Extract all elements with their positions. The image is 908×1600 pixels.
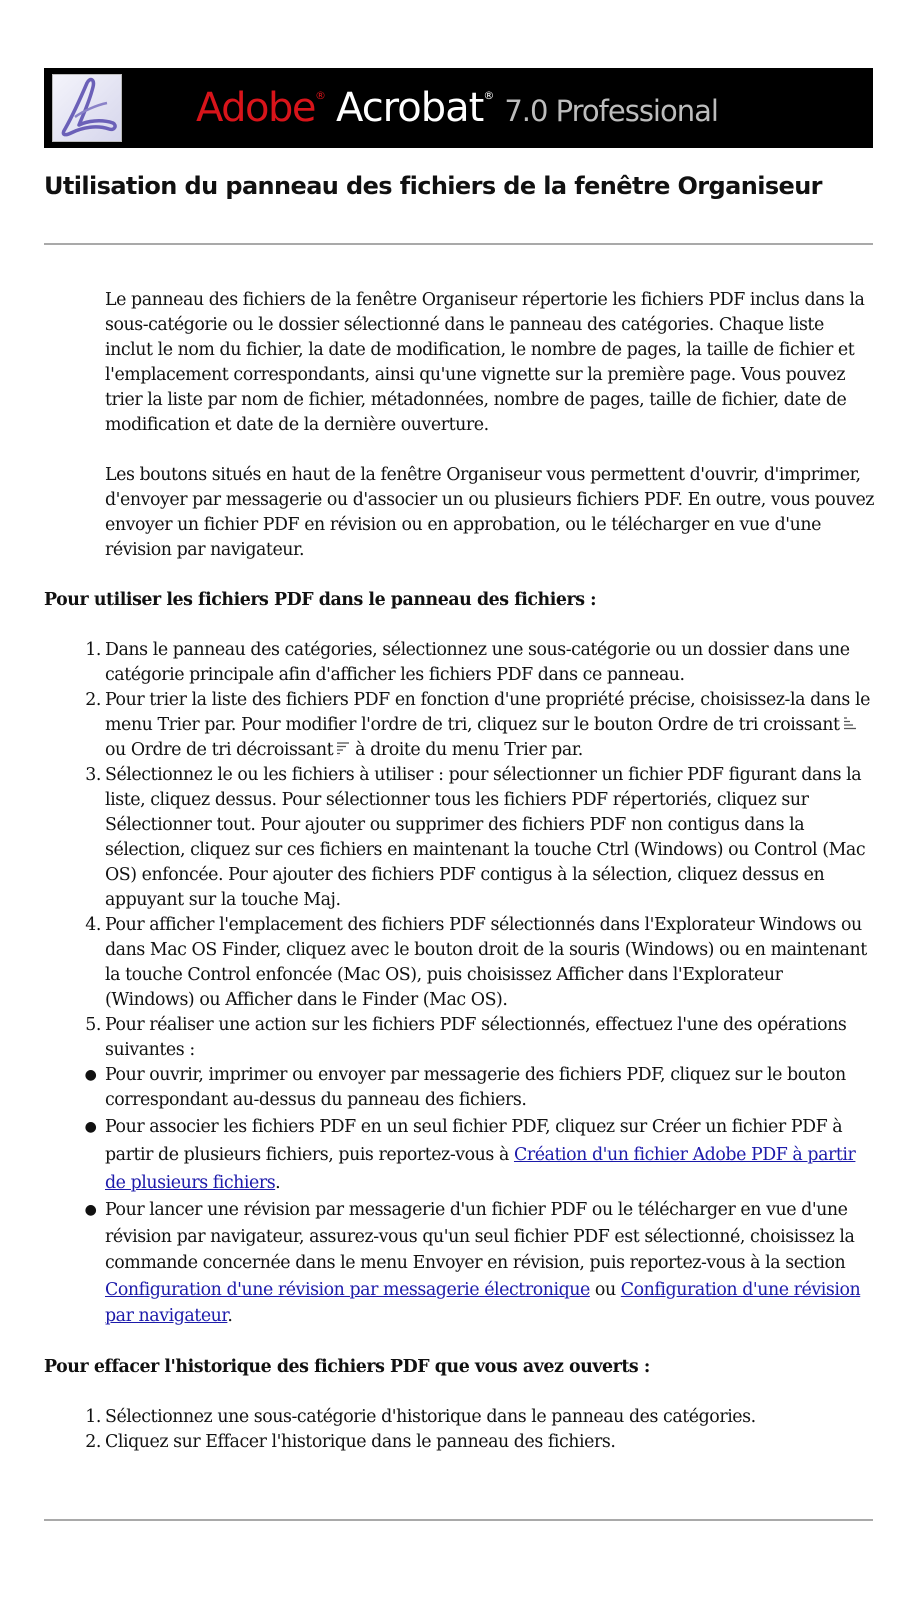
bullet-item: ● Pour ouvrir, imprimer ou envoyer par messagerie des fichiers PDF, cliquez sur le bouton correspondant au-dessus du panneau des fichiers. xyxy=(44,1063,874,1113)
list-item: 1. Dans le panneau des catégories, sélectionnez une sous-catégorie ou un dossier dans une catégorie principale afin d'afficher les fichiers PDF dans ce panneau. xyxy=(85,640,850,685)
brand-edition: 7.0 Professional xyxy=(504,94,718,128)
link-create-pdf-from-multiple-files[interactable]: Création d'un fichier Adobe PDF à partir de plusieurs fichiers xyxy=(105,1145,856,1193)
link-browser-review-setup[interactable]: Configuration d'une révision par navigateur xyxy=(105,1279,861,1326)
sort-ascending-icon xyxy=(843,715,858,731)
bullet-item: ● Pour associer les fichiers PDF en un seul fichier PDF, cliquez sur Créer un fichier PDF à partir de plusieurs fichiers, puis reportez-vous à Création d'un fichier Adobe PDF à partir de plusieurs fichiers. xyxy=(44,1113,874,1197)
bullet-icon: ● xyxy=(84,1202,97,1218)
registered-mark: ® xyxy=(315,89,327,102)
intro-paragraph: Les boutons situés en haut de la fenêtre Organiseur vous permettent d'ouvrir, d'imprimer, d'envoyer par messagerie ou d'associer un ou plusieurs fichiers PDF. En outre, vous pouvez envoyer un fichier PDF en révision ou en approbation, ou le télécharger en vue d'une révision par navigateur. xyxy=(105,465,875,560)
intro-paragraph: Le panneau des fichiers de la fenêtre Organiseur répertorie les fichiers PDF inclus dans la sous-catégorie ou le dossier sélectionné dans le panneau des catégories. Chaque liste inclut le nom du fichier, la date de modification, le nombre de pages, la taille de fichier et l'emplacement correspondants, ainsi qu'une vignette sur la première page. Vous pouvez trier la liste par nom de fichier, métadonnées, nombre de pages, taille de fichier, date de modification et date de la dernière ouverture. xyxy=(105,290,865,435)
list-item: 4. Pour afficher l'emplacement des fichiers PDF sélectionnés dans l'Explorateur Windows ou dans Mac OS Finder, cliquez avec le bouton droit de la souris (Windows) ou en maintenant la touche Control enfoncée (Mac OS), puis choisissez Afficher dans l'Explorateur (Windows) ou Afficher dans le Finder (Mac OS). xyxy=(85,915,867,1010)
steps-list xyxy=(44,638,874,1330)
list-item: 2. Pour trier la liste des fichiers PDF en fonction d'une propriété précise, choisissez-la dans le menu Trier par. Pour modifier l'ordre de tri, cliquez sur le bouton Ordre de tri croissantou Ordre de tri décroissant à droite du menu Trier par. xyxy=(85,690,870,760)
page-title: Utilisation du panneau des fichiers de la fenêtre Organiseur xyxy=(44,172,822,200)
link-email-review-setup[interactable]: Configuration d'une révision par messagerie électronique xyxy=(105,1279,590,1300)
brand-adobe: Adobe xyxy=(196,85,316,131)
product-name xyxy=(196,76,718,140)
bullet-item: ● Pour lancer une révision par messagerie d'un fichier PDF ou le télécharger en vue d'une révision par navigateur, assurez-vous qu'un seul fichier PDF est sélectionné, choisissez la commande concernée dans le menu Envoyer en révision, puis reportez-vous à la section Configuration d'une révision par messagerie électronique ou Configuration d'une révision par navigateur. xyxy=(44,1197,874,1330)
registered-mark: ® xyxy=(483,89,495,102)
acrobat-logo-icon xyxy=(52,74,122,142)
list-item: 1. Sélectionnez une sous-catégorie d'historique dans le panneau des catégories. xyxy=(85,1406,756,1427)
brand-acrobat: Acrobat xyxy=(336,85,484,131)
list-item: 5. Pour réaliser une action sur les fichiers PDF sélectionnés, effectuez l'une des opérations suivantes : xyxy=(85,1015,847,1060)
sort-descending-icon xyxy=(336,740,351,756)
bullet-icon: ● xyxy=(84,1067,97,1083)
procedure-heading: Pour utiliser les fichiers PDF dans le panneau des fichiers : xyxy=(44,590,597,610)
article-body xyxy=(44,288,874,1455)
steps-list xyxy=(44,1405,874,1455)
bullet-icon: ● xyxy=(84,1119,97,1135)
divider xyxy=(44,1519,873,1521)
product-banner xyxy=(44,68,873,148)
list-item: 3. Sélectionnez le ou les fichiers à utiliser : pour sélectionner un fichier PDF figurant dans la liste, cliquez dessus. Pour sélectionner tous les fichiers PDF répertoriés, cliquez sur Sélectionner tout. Pour ajouter ou supprimer des fichiers PDF non contigus dans la sélection, cliquez sur ces fichiers en maintenant la touche Ctrl (Windows) ou Control (Mac OS) enfoncée. Pour ajouter des fichiers PDF contigus à la sélection, cliquez dessus en appuyant sur la touche Maj. xyxy=(85,765,866,910)
divider xyxy=(44,243,873,245)
procedure-heading: Pour effacer l'historique des fichiers PDF que vous avez ouverts : xyxy=(44,1356,650,1377)
list-item: 2. Cliquez sur Effacer l'historique dans le panneau des fichiers. xyxy=(85,1431,616,1452)
